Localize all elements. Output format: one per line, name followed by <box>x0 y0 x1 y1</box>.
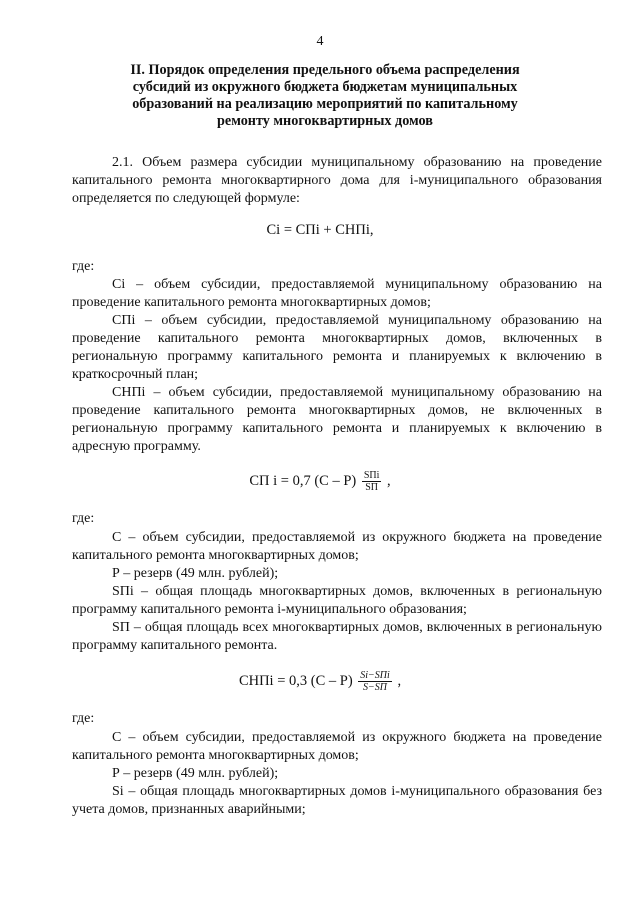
page-number: 4 <box>316 34 324 49</box>
section-heading: II. Порядок определения предельного объема распределения субсидий из окружного бюджета бюджетам муниципальных образований на реализацию мероприятий по капитальному ремонту многоквартирных домов <box>130 62 520 129</box>
formula-spi-fraction <box>362 470 382 493</box>
formula-spi-tail: , <box>387 472 391 489</box>
definition2-p: Р – резерв (49 млн. рублей); <box>112 566 279 581</box>
formula-snpi <box>0 670 640 693</box>
definition-spi: СПi – объем субсидии, предоставляемой муниципальному образованию на проведение капитального ремонта многоквартирных домов, включенных в региональную программу капитального ремонта и планируемых к включению в краткосрочный план; <box>72 313 602 382</box>
where-label-3: где: <box>72 711 95 726</box>
definition2-sp: SП – общая площадь всех многоквартирных домов, включенных в региональную программу капитального ремонта. <box>72 620 602 653</box>
formula-spi-denominator: SП <box>365 482 379 493</box>
definition-snpi: СНПi – объем субсидии, предоставляемой муниципальному образованию на проведение капитального ремонта многоквартирных домов, не включенных в региональную программу капитального ремонта и планируемых к включению в адресную программу. <box>72 385 602 454</box>
definition3-si: Si – общая площадь многоквартирных домов i-муниципального образования без учета домов, признанных аварийными; <box>72 784 602 817</box>
definition3-c: С – объем субсидии, предоставляемой из окружного бюджета на проведение капитального ремонта многоквартирных домов; <box>72 730 602 763</box>
formula-snpi-fraction <box>358 670 392 693</box>
formula-spi-numerator: SПi <box>363 470 380 481</box>
formula-spi-lhs: СП i = 0,7 (С – Р) <box>249 472 357 489</box>
formula-snpi-denominator: S−SП <box>363 682 388 693</box>
formula-snpi-numerator: Si−SПi <box>360 670 390 681</box>
definition2-c: С – объем субсидии, предоставляемой из окружного бюджета на проведение капитального ремонта многоквартирных домов; <box>72 530 602 563</box>
definition2-spi: SПi – общая площадь многоквартирных домов, включенных в региональную программу капитального ремонта i-муниципального образования; <box>72 584 602 617</box>
definition-ci: Ci – объем субсидии, предоставляемой муниципальному образованию на проведение капитального ремонта многоквартирных домов; <box>72 277 602 310</box>
where-label-1: где: <box>72 259 95 274</box>
formula-snpi-tail: , <box>397 672 402 689</box>
formula-spi <box>0 470 640 493</box>
formula-ci: Ci = СПi + СНПi, <box>266 222 374 238</box>
paragraph-2-1: 2.1. Объем размера субсидии муниципальному образованию на проведение капитального ремонта многоквартирного дома для i-муниципального образования определяется по следующей формуле: <box>72 155 602 206</box>
definition3-p: Р – резерв (49 млн. рублей); <box>112 766 279 781</box>
formula-snpi-lhs: СНПi = 0,3 (С – Р) <box>238 672 353 689</box>
where-label-2: где: <box>72 511 95 526</box>
